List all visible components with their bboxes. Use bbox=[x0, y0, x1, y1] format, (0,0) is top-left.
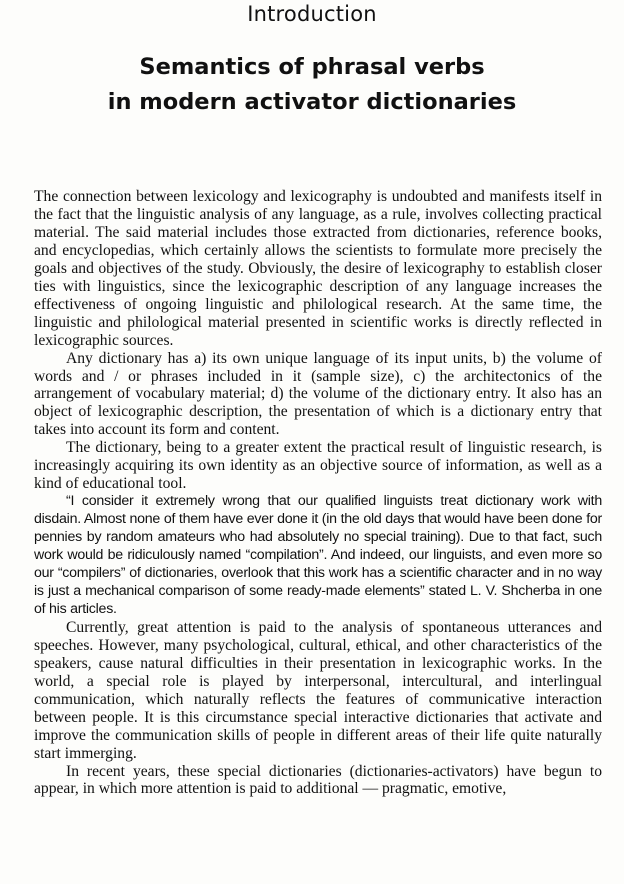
body-text bbox=[34, 188, 602, 798]
paragraph-spontaneous-speech: Currently, great attention is paid to the analysis of spontaneous utterances and speeches. However, many psychological, cultural, ethical, and other characteristics of the speakers, cause natural difficulties in their presentation in lexicographic works. In the world, a special role is played by interpersonal, intercultural, and interlingual communication, which naturally reflects the features of communicative interaction between people. It is this circumstance special interactive dictionaries that activate and improve the communication skills of people in different areas of their life quite naturally start immerging. bbox=[34, 618, 602, 762]
paragraph-shcherba-quote: “I consider it extremely wrong that our qualified linguists treat dictionary work with disdain. Almost none of them have ever done it (in the old days that would have been done for pennies by random amateurs who had absolutely no special training). Due to that fact, such work would be ridiculously named “compilation”. And indeed, our linguists, and even more so our “compilers” of dictionaries, overlook that this work has a scientific character and in no way is just a mechanical comparison of some ready-made elements” stated L. V. Shcherba in one of his articles. bbox=[34, 493, 602, 617]
section-heading: Introduction bbox=[247, 2, 377, 26]
chapter-title-line-1: Semantics of phrasal verbs bbox=[139, 54, 485, 80]
chapter-title-line-2: in modern activator dictionaries bbox=[107, 89, 517, 115]
paragraph-dictionary-features: Any dictionary has a) its own unique language of its input units, b) the volume of words and / or phrases included in it (sample size), c) the architectonics of the arrangement of vocabulary material; d) the volume of the dictionary entry. It also has an object of lexicographic description, the presentation of which is a dictionary entry that takes into account its form and content. bbox=[34, 349, 602, 439]
paragraph-connection: The connection between lexicology and lexicography is undoubted and manifests itself in the fact that the linguistic analysis of any language, as a rule, involves collecting practical material. The said material includes those extracted from dictionaries, reference books, and encyclopedias, which certainly allows the scientists to formulate more precisely the goals and objectives of the study. Obviously, the desire of lexicography to establish closer ties with linguistics, since the lexicographic description of any language increases the effectiveness of ongoing linguistic and philological research. At the same time, the linguistic and philological material presented in scientific works is directly reflected in lexicographic sources. bbox=[34, 188, 602, 349]
paragraph-dictionary-identity: The dictionary, being to a greater extent the practical result of linguistic research, is increasingly acquiring its own identity as an objective source of information, as well as a kind of educational tool. bbox=[34, 439, 602, 493]
chapter-title bbox=[0, 50, 624, 120]
paragraph-activator-dictionaries: In recent years, these special dictionaries (dictionaries-activators) have begun to appear, in which more attention is paid to additional — pragmatic, emotive, bbox=[34, 762, 602, 798]
